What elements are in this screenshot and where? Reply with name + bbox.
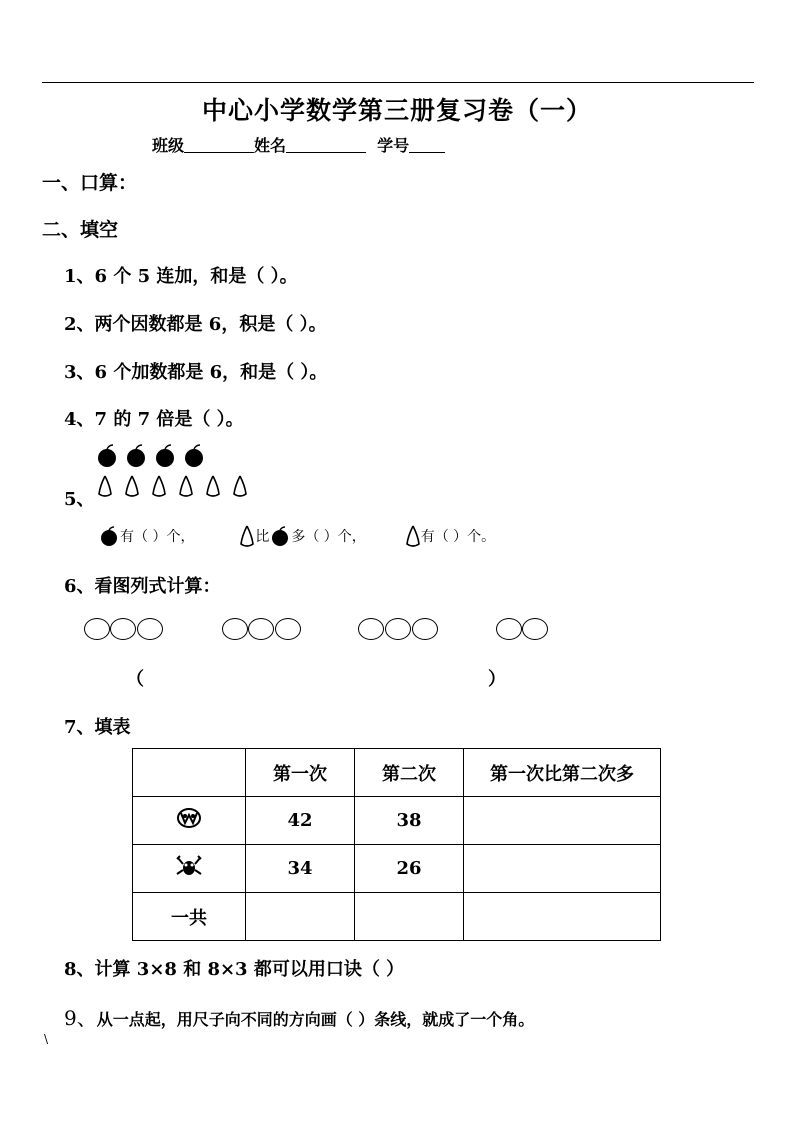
more-count-text: 多（ ）个， bbox=[291, 529, 366, 545]
table-header-cell: 第二次 bbox=[355, 749, 464, 797]
question-8: 8、计算 3×8 和 8×3 都可以用口诀（ ） bbox=[64, 959, 405, 980]
crab-icon bbox=[174, 852, 204, 880]
question-5-line bbox=[98, 524, 495, 550]
circle bbox=[275, 618, 301, 640]
section-oral-calc: 一、口算： bbox=[42, 172, 138, 194]
table-answer-cell[interactable] bbox=[464, 797, 661, 845]
apples-row-icon bbox=[95, 444, 213, 470]
table-cell: 34 bbox=[246, 845, 355, 893]
student-info-line bbox=[152, 133, 445, 156]
row-icon-cell bbox=[133, 845, 246, 893]
question-3: 3、6 个加数都是 6，和是（ ）。 bbox=[64, 362, 328, 383]
table-answer-cell[interactable] bbox=[246, 893, 355, 941]
question-9-text: 从一点起，用尺子向不同的方向画（ ）条线，就成了一个角。 bbox=[96, 1010, 535, 1029]
table-header-cell bbox=[133, 749, 246, 797]
total-label-cell: 一共 bbox=[133, 893, 246, 941]
apple-icon bbox=[98, 526, 120, 548]
circle bbox=[385, 618, 411, 640]
fill-table bbox=[132, 748, 661, 941]
pear-icon-count bbox=[405, 524, 421, 550]
question-5-number: 5、 bbox=[64, 489, 95, 510]
apple-icon-compare bbox=[269, 526, 291, 548]
class-label: 班级 bbox=[152, 136, 185, 155]
circle bbox=[522, 618, 548, 640]
question-9 bbox=[64, 1002, 534, 1031]
pear-count-text: 有（ ）个。 bbox=[420, 529, 496, 545]
circle bbox=[496, 618, 522, 640]
circle bbox=[110, 618, 136, 640]
table-header-cell: 第一次比第二次多 bbox=[464, 749, 661, 797]
pear-compare-text: 比 bbox=[255, 529, 270, 545]
table-row bbox=[133, 893, 661, 941]
question-2: 2、两个因数都是 6，积是（ ）。 bbox=[64, 314, 327, 335]
question-4: 4、7 的 7 倍是（ ）。 bbox=[64, 409, 244, 430]
pears-row-icon bbox=[95, 472, 265, 500]
table-cell: 38 bbox=[355, 797, 464, 845]
circle bbox=[358, 618, 384, 640]
table-answer-cell[interactable] bbox=[464, 893, 661, 941]
table-cell: 42 bbox=[246, 797, 355, 845]
class-blank[interactable] bbox=[184, 136, 254, 153]
top-rule bbox=[42, 82, 754, 83]
name-blank[interactable] bbox=[286, 136, 366, 153]
section-fill-blanks: 二、填空 bbox=[42, 219, 119, 241]
question-1: 1、6 个 5 连加，和是（ ）。 bbox=[64, 266, 298, 287]
question-7-label: 7、填表 bbox=[64, 717, 131, 738]
question-6-label: 6、看图列式计算： bbox=[64, 576, 221, 597]
table-answer-cell[interactable] bbox=[464, 845, 661, 893]
page-title: 中心小学数学第三册复习卷（一） bbox=[201, 96, 592, 125]
pear-icon bbox=[239, 524, 255, 550]
number-blank[interactable] bbox=[409, 136, 445, 153]
animal-face-icon bbox=[174, 805, 204, 831]
table-header-row bbox=[133, 749, 661, 797]
table-cell: 26 bbox=[355, 845, 464, 893]
table-header-cell: 第一次 bbox=[246, 749, 355, 797]
apple-count-text: 有（ ）个， bbox=[120, 529, 195, 545]
circle bbox=[248, 618, 274, 640]
table-row bbox=[133, 797, 661, 845]
circle bbox=[84, 618, 110, 640]
answer-open-paren: （ bbox=[126, 669, 144, 690]
answer-close-paren: ） bbox=[488, 669, 506, 690]
question-9-number: 9、 bbox=[64, 1006, 97, 1030]
name-label: 姓名 bbox=[254, 136, 287, 155]
circle bbox=[412, 618, 438, 640]
row-icon-cell bbox=[133, 797, 246, 845]
table-answer-cell[interactable] bbox=[355, 893, 464, 941]
table-row bbox=[133, 845, 661, 893]
circle bbox=[222, 618, 248, 640]
circle bbox=[137, 618, 163, 640]
number-label: 学号 bbox=[377, 136, 410, 155]
stray-mark: \ bbox=[44, 1032, 49, 1046]
